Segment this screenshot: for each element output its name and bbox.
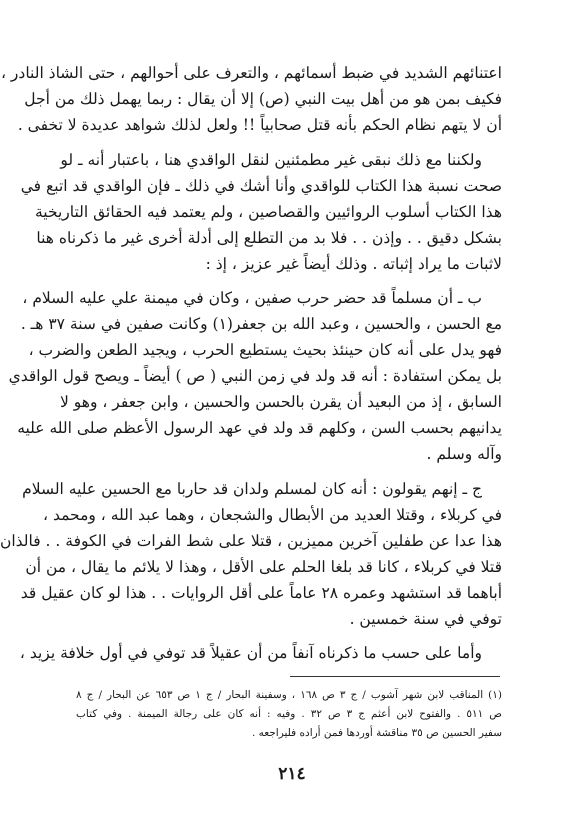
body-line-13: السابق ، إذ من البعيد أن يقرن بالحسن والحسين ، وابن جعفر ، وهو لا [60,393,502,411]
body-line-10: مع الحسن ، والحسين ، وعبد الله بن جعفر(١) وكانت صفين في سنة ٣٧ هـ . [20,315,502,333]
body-line-18: هذا عدا عن طفلين آخرين مميزين ، قتلا على شط الفرات في الكوفة . . فالذان [0,532,502,550]
body-line-17: في كربلاء ، وقتلا العديد من الأبطال والشجعان ، وهما عبد الله ، ومحمد ، [43,506,502,524]
body-line-11: فهو يدل على أنه كان حينئذ بحيث يستطيع الحرب ، ويجيد الطعن والضرب ، [28,341,502,359]
body-line-16: ج ـ إنهم يقولون : أنه كان لمسلم ولدان قد حاربا مع الحسين عليه السلام [22,480,482,498]
footnote-line-1: (١) المناقب لابن شهر آشوب / ج ٣ ص ١٦٨ ، وسفينة البحار / ج ١ ص ٦٥٣ عن البحار / ج ٨ [76,689,503,701]
body-line-21: توفي في سنة خمسين . [349,610,502,628]
page-number: ٢١٤ [278,764,306,784]
footnote-line-2: ص ٥١١ . والفتوح لابن أعثم ج ٣ ص ٣٢ . وفيه : أنه كان على رجالة الميمنة . وفي كتاب [76,708,503,720]
body-line-12: بل يمكن استفادة : أنه قد ولد في زمن النبي ( ص ) أيضاً ـ ويصح قول الواقدي [8,367,502,385]
footnote-divider [290,676,500,677]
body-line-6: هذا الكتاب أسلوب الروائيين والقصاصين ، ولم يعتمد فيه الحقائق التاريخية [34,203,502,221]
body-line-20: أباهما قد استشهد وعمره ٢٨ عاماً على أقل الروايات . . هذا لو كان عقيل قد [20,584,502,602]
body-line-8: لاثبات ما يراد إثباته . وذلك أيضاً غير عزيز ، إذ : [205,255,502,273]
body-line-9: ب ـ أن مسلماً قد حضر حرب صفين ، وكان في ميمنة علي عليه السلام ، [22,289,482,307]
body-line-19: قتلا في كربلاء ، كانا قد بلغا الحلم على الأقل ، وهذا لا يلائم ما يقال ، من أن [25,558,502,576]
body-line-4: ولكننا مع ذلك نبقى غير مطمئنين لنقل الواقدي هنا ، باعتبار أنه ـ لو [60,151,482,169]
body-line-3: أن لا يتهم نظام الحكم بأنه قتل صحابياً !! ولعل لذلك شواهد عديدة لا تخفى . [17,116,502,134]
body-line-15: وآله وسلم . [426,445,502,463]
body-line-2: فكيف بمن هو من أهل بيت النبي (ص) إلا أن يقال : ربما يهمل ذلك من أجل [24,90,502,108]
body-line-5: صحت نسبة هذا الكتاب للواقدي وأنا أشك في ذلك ـ فإن الواقدي قد اتبع في [20,177,502,195]
body-line-22: وأما على حسب ما ذكرناه آنفاً من أن عقيلاً قد توفي في أول خلافة يزيد ، [19,644,482,662]
footnote-line-3: سفير الحسين ص ٣٥ مناقشة أوردها فمن أراده فليراجعه . [251,727,502,739]
body-line-7: بشكل دقيق . . وإذن . . فلا بد من التطلع إلى أدلة أخرى غير ما ذكرناه هنا [36,229,502,247]
body-line-1: اعتنائهم الشديد في ضبط أسمائهم ، والتعرف على أحوالهم ، حتى الشاذ النادر ، [1,64,502,82]
body-line-14: يدانيهم بحسب السن ، وكلهم قد ولد في عهد الرسول الأعظم صلى الله عليه [17,419,502,437]
